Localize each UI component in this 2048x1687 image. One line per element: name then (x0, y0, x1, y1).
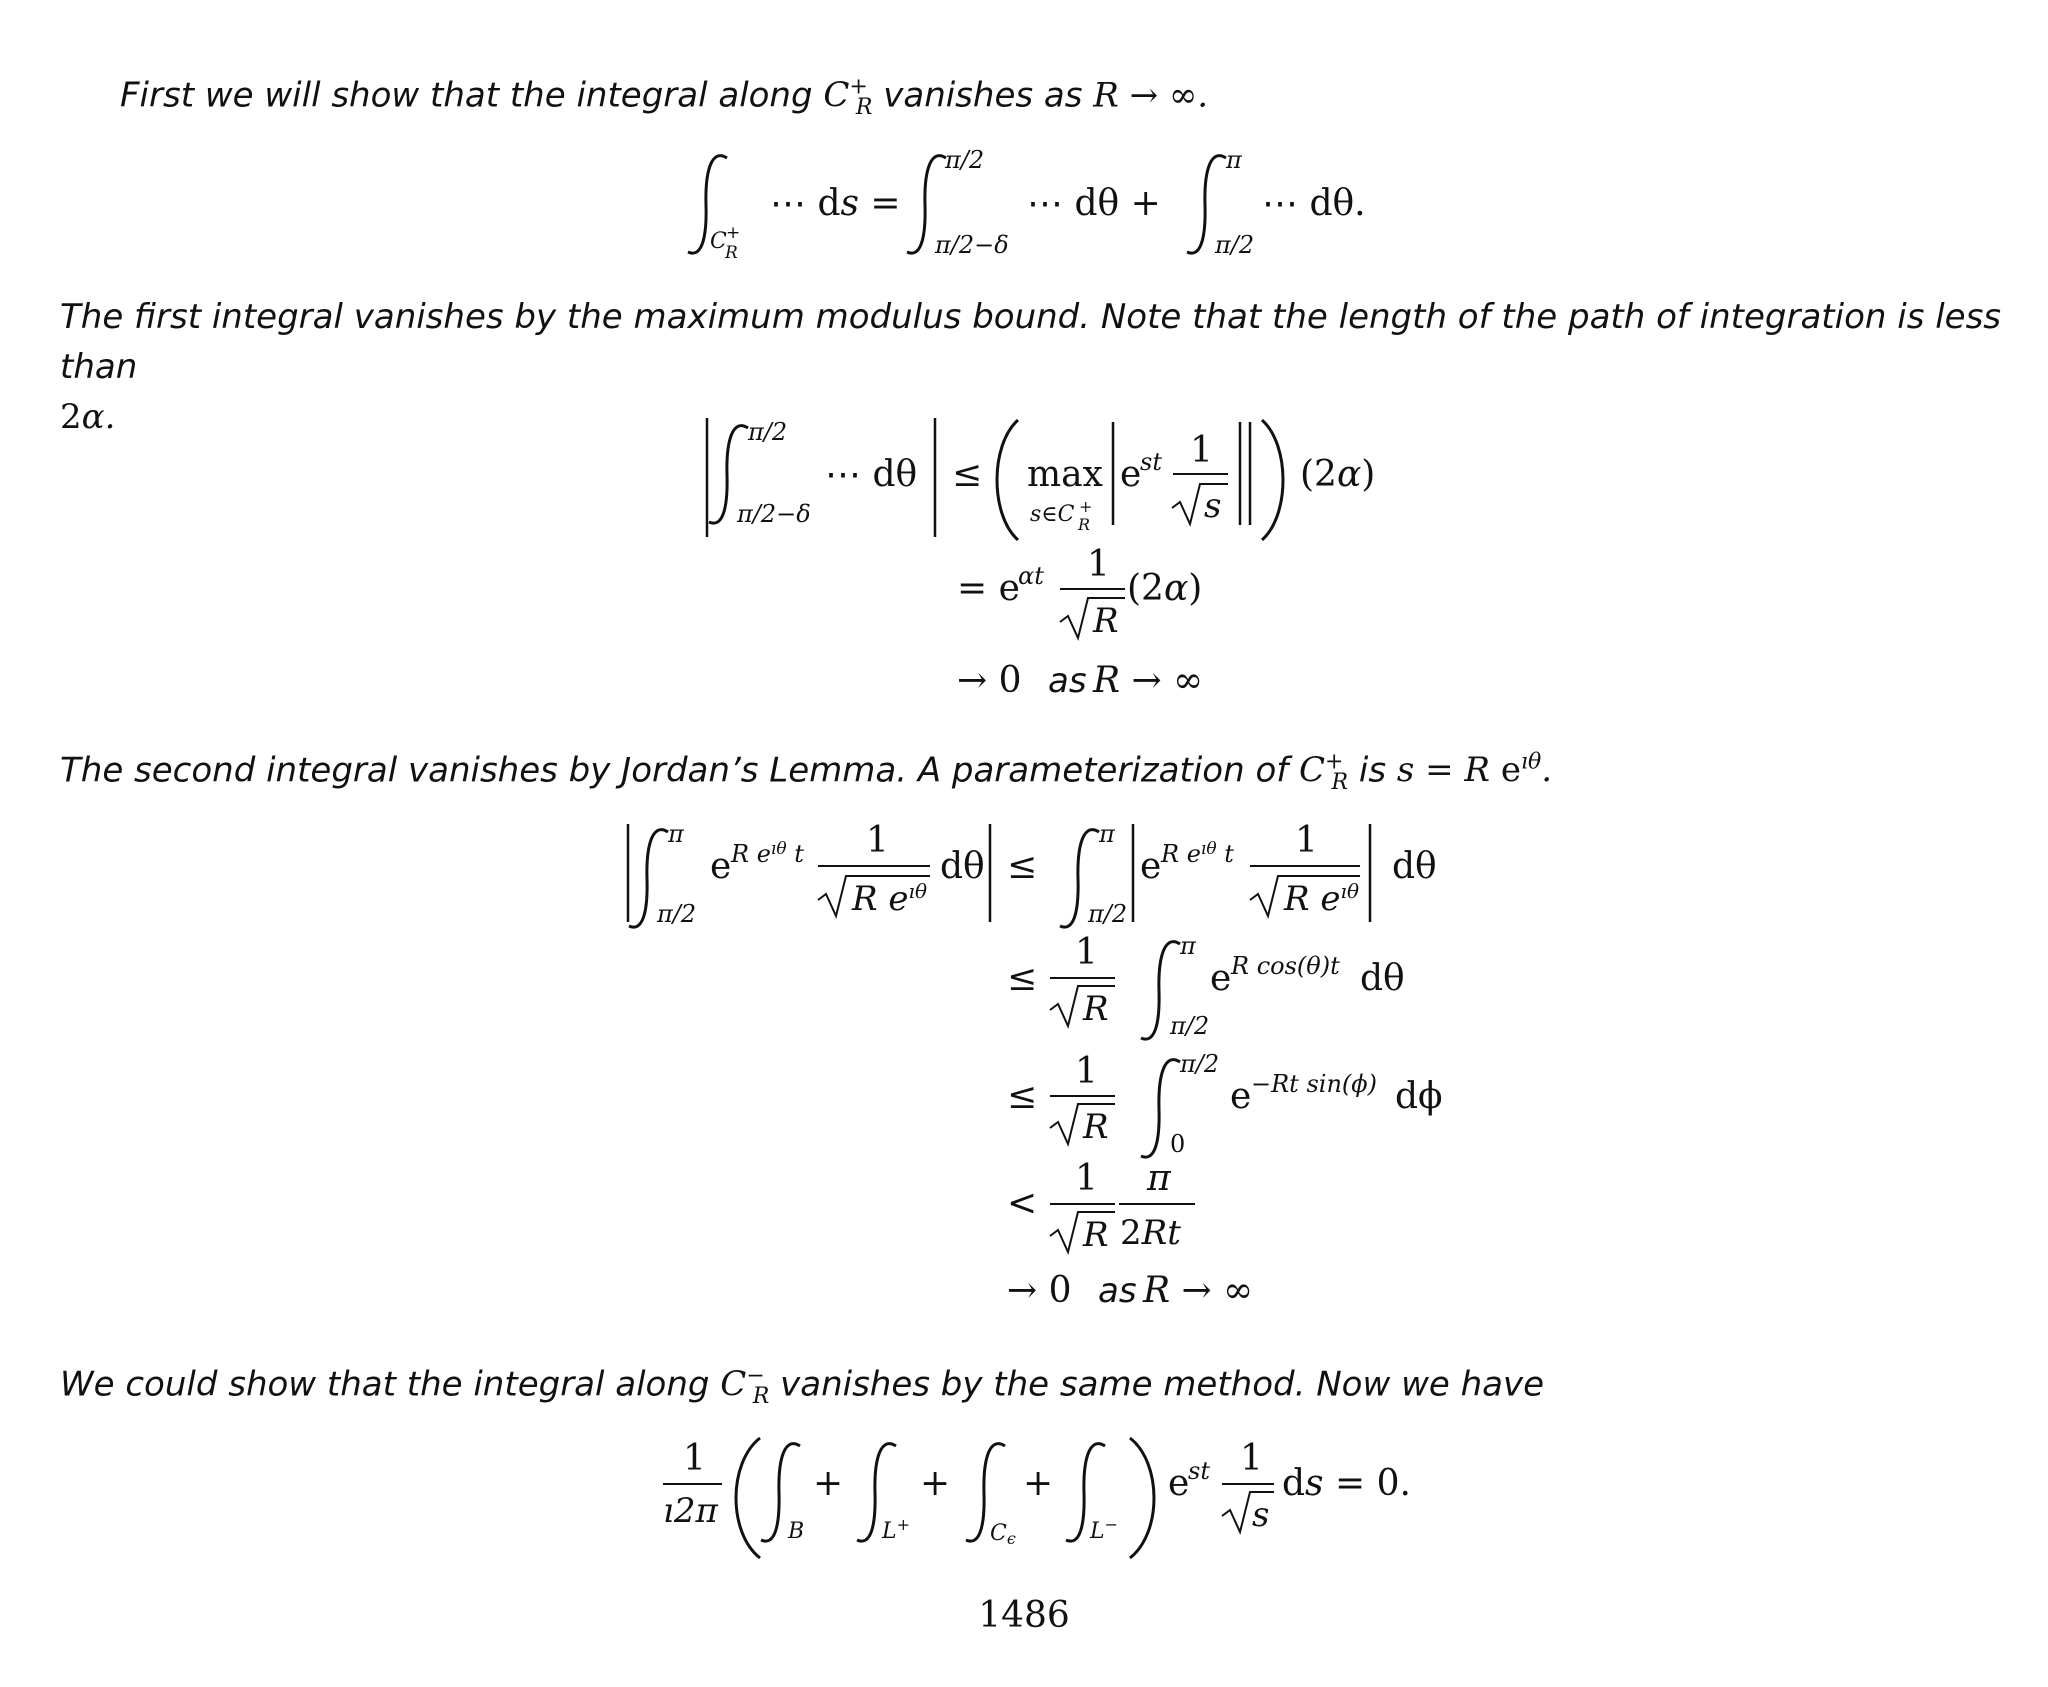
eq1-lhs: ⋯ ds = (770, 183, 901, 224)
eq2-leq: ≤ (952, 454, 983, 495)
eq3-den-2: R $e^{ı\theta}$ (1284, 879, 1359, 919)
eq3-dtheta-2: dθ (1392, 846, 1437, 887)
eq3-line2-num: 1 (1075, 932, 1098, 973)
eq4-end: ds = 0. (1282, 1463, 1411, 1504)
eq3-line4-num1: 1 (1075, 1158, 1098, 1199)
eq2-line2-exp: αt (1018, 562, 1044, 590)
eq4-plus-2: + (920, 1463, 951, 1504)
eq4-paren-right (1130, 1438, 1154, 1558)
eq3-line4-num2: π (1147, 1158, 1171, 1199)
eq2-max: max (1027, 454, 1103, 495)
eq3-line2-exp: R cos(θ)t (1231, 952, 1340, 980)
eq3-line4-lt: < (1007, 1183, 1038, 1224)
eq3-line5-arrow: → 0 (1007, 1270, 1072, 1311)
paragraph-3-text-b: is (1358, 750, 1387, 791)
paragraph-3-text-a: The second integral vanishes by Jordan’s Lemma. A parameterization of (60, 750, 1289, 791)
eq3-line2-upper: π (1180, 932, 1196, 960)
eq1-mid: ⋯ dθ + (1027, 183, 1161, 224)
eq2-max-sub-sup: + (1079, 497, 1093, 516)
eq4-e-exp: st (1188, 1457, 1210, 1485)
eq4-sub-Lplus: L+ (882, 1515, 911, 1544)
paragraph-4-text-a: We could show that the integral along (60, 1364, 710, 1405)
eq3-e-2-exp: R $e^{ı\theta}$ t (1161, 839, 1234, 868)
eq1-end: ⋯ dθ. (1262, 183, 1366, 224)
eq2-lower: π/2−δ (737, 500, 811, 528)
eq4-paren-left (736, 1438, 760, 1558)
eq3-e-2: e (1140, 846, 1162, 887)
eq2-integrand: ⋯ dθ (825, 454, 918, 495)
eq1-upper-1: π/2 (945, 146, 985, 174)
contour-C-R-minus: $C^-_R$ (720, 1364, 770, 1410)
eq2-line2-eq: = e (957, 568, 1020, 609)
eq3-dtheta-1: dθ (940, 846, 985, 887)
eq2-e: e (1120, 454, 1142, 495)
eq3-line3-lower: 0 (1170, 1130, 1186, 1158)
two-alpha: 2α. (60, 397, 116, 437)
eq2-frac-num: 1 (1190, 430, 1213, 471)
eq2-line2-R: R (1093, 601, 1119, 641)
eq3-line3-leq: ≤ (1007, 1076, 1038, 1117)
eq4-e: e (1168, 1463, 1190, 1504)
paragraph-4-text-b: vanishes by the same method. Now we have (780, 1364, 1545, 1405)
eq3-line4-R: R (1083, 1215, 1109, 1255)
eq2-upper: π/2 (748, 418, 788, 446)
eq1-CR-sup: + (726, 223, 741, 243)
eq2-max-sub: s∈C (1030, 502, 1075, 527)
eq3-upper-1: π (668, 820, 684, 848)
paragraph-1-text-a: First we will show that the integral along (120, 75, 813, 116)
eq3-line3-exp: −Rt sin(ϕ) (1251, 1070, 1378, 1098)
eq3-line5-as: as (1098, 1271, 1137, 1311)
contour-C-R-plus-2: $C^+_R$ (1299, 750, 1349, 796)
eq4-plus-1: + (813, 1463, 844, 1504)
eq4-frac-num: 1 (1240, 1438, 1263, 1479)
eq4-sub-B: B (788, 1519, 805, 1544)
eq2-line2-factor: (2α) (1127, 568, 1203, 609)
eq3-line3-e: e (1230, 1076, 1252, 1117)
eq4-num: 1 (683, 1438, 706, 1479)
eq2-e-exp: st (1140, 448, 1162, 476)
eq3-lower-1: π/2 (657, 900, 697, 928)
eq2-sqrt-s: s (1204, 486, 1222, 526)
eq1-CR-subscript: C (710, 229, 727, 254)
page-number: 1486 (978, 1595, 1070, 1636)
eq1-upper-2: π (1226, 146, 1242, 174)
eq3-line2-leq: ≤ (1007, 958, 1038, 999)
paragraph-1-text-b: vanishes as (883, 75, 1083, 116)
limit-R-infinity: R → ∞. (1093, 75, 1209, 116)
eq1-lower-1: π/2−δ (935, 231, 1009, 259)
eq2-line2-num: 1 (1087, 544, 1110, 585)
eq3-upper-2: π (1099, 820, 1115, 848)
eq2-line3-limit: R → ∞ (1093, 660, 1204, 701)
eq3-line4-den2: 2Rt (1120, 1213, 1181, 1253)
eq3-e-1-exp: R $e^{ı\theta}$ t (731, 839, 804, 868)
eq3-line3-R: R (1083, 1107, 1109, 1147)
eq3-den-1: R $e^{ı\theta}$ (852, 879, 927, 919)
eq3-line3-dphi: dϕ (1395, 1076, 1443, 1117)
eq3-line2-dtheta: dθ (1360, 958, 1405, 999)
eq3-line5-limit: R → ∞ (1143, 1270, 1254, 1311)
eq3-line3-num: 1 (1075, 1051, 1098, 1092)
eq3-num-1: 1 (866, 820, 889, 861)
eq4-plus-3: + (1023, 1463, 1054, 1504)
eq3-line2-lower: π/2 (1170, 1012, 1210, 1040)
eq4-sub-Ceps: Cϵ (990, 1521, 1016, 1548)
eq4-sqrt-s: s (1252, 1495, 1270, 1535)
eq1-lower-2: π/2 (1215, 231, 1255, 259)
eq3-line2-R: R (1083, 989, 1109, 1029)
eq3-num-2: 1 (1295, 820, 1318, 861)
eq3-e-1: e (710, 846, 732, 887)
eq2-factor: (2α) (1300, 454, 1376, 495)
eq2-max-sub-sub: R (1078, 515, 1091, 534)
eq1-CR-sub: R (725, 243, 738, 263)
eq3-leq-1: ≤ (1007, 846, 1038, 887)
eq2-line3-arrow: → 0 (957, 660, 1022, 701)
eq3-lower-2: π/2 (1088, 900, 1128, 928)
parameterization: s = R $e^{ı\theta}$. (1396, 750, 1553, 791)
eq4-den: ı2π (663, 1491, 718, 1531)
contour-C-R-plus: $C^+_R$ (823, 75, 873, 121)
eq3-line2-e: e (1210, 958, 1232, 999)
eq3-line3-upper: π/2 (1180, 1050, 1220, 1078)
eq2-line3-as: as (1048, 661, 1087, 701)
eq4-sub-Lminus: L− (1090, 1515, 1119, 1544)
paragraph-2-text: The first integral vanishes by the maximum modulus bound. Note that the length of the path of integration is less than (60, 297, 2002, 387)
